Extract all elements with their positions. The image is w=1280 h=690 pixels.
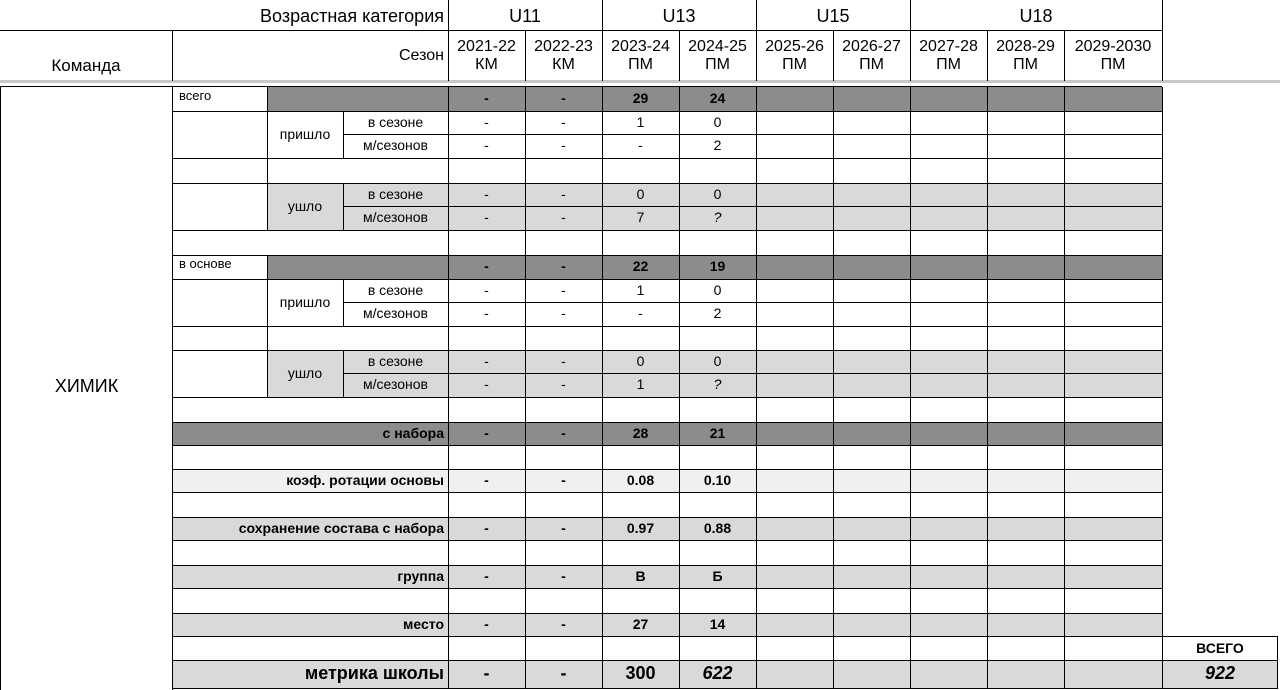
left-in-season-cell: 0 [713, 352, 722, 369]
summary-value-cell: 0.10 [703, 471, 732, 488]
age-group-u13: U13 [662, 5, 696, 26]
grand-total-label: ВСЕГО [1196, 639, 1244, 656]
left-between-cell: - [561, 376, 566, 393]
grand-total-value: 922 [1204, 663, 1236, 684]
summary-value-cell: 14 [709, 615, 726, 632]
block-label-total: всего [179, 89, 212, 103]
came-in-season-cell: - [484, 113, 489, 130]
left-in-season-cell: - [484, 352, 489, 369]
left-in-season-cell: 0 [636, 185, 645, 202]
age-group-u15: U15 [816, 5, 850, 26]
came-between-cell: 2 [713, 137, 722, 154]
season-header: 2028-29 ПМ [996, 38, 1055, 73]
came-in-season-cell: 0 [713, 113, 722, 130]
summary-value-cell: 0.08 [626, 471, 655, 488]
left-between-cell: - [484, 376, 489, 393]
summary-value-cell: 27 [632, 615, 649, 632]
came-label: пришло [279, 293, 331, 310]
summary-value-cell: - [561, 615, 566, 632]
summary-value-cell: - [484, 615, 489, 632]
left-in-season-cell: 0 [636, 352, 645, 369]
in-season-label: в сезоне [367, 352, 424, 369]
in-season-label: в сезоне [367, 281, 424, 298]
between-seasons-label: м/сезонов [363, 376, 428, 393]
left-label: ушло [287, 197, 323, 214]
summary-value-cell: В [635, 567, 646, 584]
team-column-header: Команда [51, 55, 121, 75]
came-between-cell: - [638, 305, 643, 322]
came-in-season-cell: 0 [713, 281, 722, 298]
summary-value-cell: - [484, 424, 489, 441]
age-group-u11: U11 [509, 5, 541, 26]
season-header: 2022-23 КМ [534, 38, 593, 73]
season-header: 2023-24 ПМ [611, 38, 670, 73]
summary-value-cell: - [561, 424, 566, 441]
core-total-value-cell: 19 [709, 258, 726, 275]
summary-value-cell: - [561, 519, 566, 536]
in-season-label: в сезоне [367, 113, 424, 130]
summary-label-retention: сохранение состава с набора [238, 519, 444, 536]
left-label: ушло [287, 364, 323, 381]
summary-label-group: группа [397, 567, 444, 584]
summary-value-cell: 21 [709, 424, 726, 441]
season-header: 2026-27 ПМ [842, 38, 901, 73]
came-between-cell: - [484, 137, 489, 154]
summary-value-cell: - [561, 471, 566, 488]
left-in-season-cell: - [561, 185, 566, 202]
left-between-cell: ? [713, 376, 722, 393]
metric-value-cell: 300 [625, 663, 656, 684]
season-header: 2029-2030 ПМ [1074, 38, 1152, 73]
came-between-cell: - [561, 305, 566, 322]
left-between-cell: - [561, 209, 566, 226]
total-value-cell: - [561, 90, 566, 107]
season-label: Сезон [399, 47, 444, 65]
season-header: 2027-28 ПМ [919, 38, 978, 73]
summary-value-cell: 28 [632, 424, 649, 441]
summary-value-cell: - [484, 519, 489, 536]
total-value-cell: - [484, 90, 489, 107]
came-between-cell: - [484, 305, 489, 322]
between-seasons-label: м/сезонов [363, 305, 428, 322]
age-group-u18: U18 [1019, 5, 1053, 26]
summary-value-cell: - [484, 471, 489, 488]
left-between-cell: ? [713, 209, 722, 226]
metric-value-cell: - [560, 663, 567, 684]
summary-value-cell: - [561, 567, 566, 584]
left-in-season-cell: - [561, 352, 566, 369]
age-category-label: Возрастная категория [260, 5, 444, 26]
team-name: ХИМИК [54, 376, 119, 397]
came-in-season-cell: - [484, 281, 489, 298]
summary-value-cell: 0.88 [703, 519, 732, 536]
metric-value-cell: 622 [702, 663, 733, 684]
left-between-cell: 1 [636, 376, 645, 393]
between-seasons-label: м/сезонов [363, 209, 428, 226]
left-in-season-cell: 0 [713, 185, 722, 202]
came-in-season-cell: 1 [636, 113, 645, 130]
core-total-value-cell: - [561, 258, 566, 275]
in-season-label: в сезоне [367, 185, 424, 202]
came-label: пришло [279, 125, 331, 142]
came-between-cell: 2 [713, 305, 722, 322]
came-in-season-cell: 1 [636, 281, 645, 298]
season-header: 2025-26 ПМ [765, 38, 824, 73]
summary-value-cell: 0.97 [626, 519, 655, 536]
total-value-cell: 29 [632, 90, 649, 107]
metric-label: метрика школы [304, 663, 444, 684]
came-in-season-cell: - [561, 113, 566, 130]
summary-label-place: место [403, 615, 444, 632]
metric-value-cell: - [483, 663, 490, 684]
summary-value-cell: Б [712, 567, 723, 584]
core-total-value-cell: - [484, 258, 489, 275]
total-value-cell: 24 [709, 90, 726, 107]
left-between-cell: - [484, 209, 489, 226]
block-label-core: в основе [179, 257, 232, 271]
between-seasons-label: м/сезонов [363, 137, 428, 154]
left-between-cell: 7 [636, 209, 645, 226]
summary-label-from-draft: с набора [382, 424, 444, 441]
summary-label-rotation: коэф. ротации основы [286, 471, 444, 488]
came-between-cell: - [561, 137, 566, 154]
season-header: 2024-25 ПМ [688, 38, 747, 73]
summary-value-cell: - [484, 567, 489, 584]
core-total-value-cell: 22 [632, 258, 649, 275]
season-header: 2021-22 КМ [457, 38, 516, 73]
came-in-season-cell: - [561, 281, 566, 298]
came-between-cell: - [638, 137, 643, 154]
left-in-season-cell: - [484, 185, 489, 202]
